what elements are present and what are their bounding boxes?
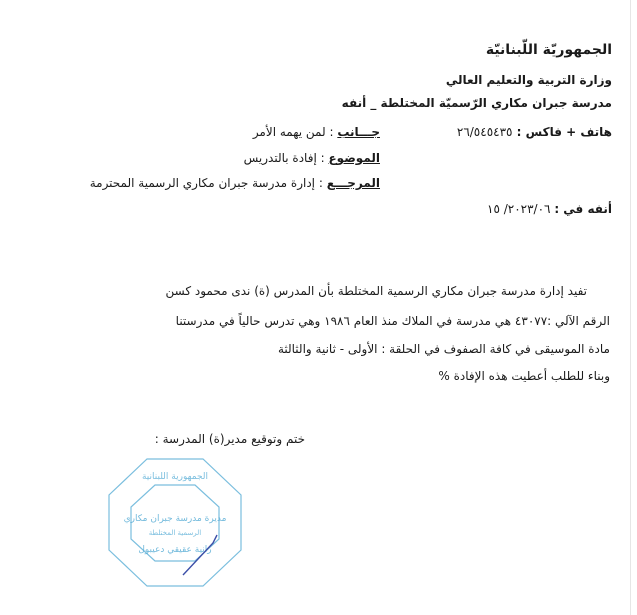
school-stamp: [105, 455, 245, 590]
school-heading: مدرسة جبران مكاري الرّسميّة المختلطة _ أنفه: [341, 96, 612, 110]
phone-fax-line: [457, 125, 612, 139]
body-line-2: الرقم الآلي :٤٣٠٧٧ هي مدرسة في الملاك منذ العام ١٩٨٦ وهي تدرس حالياً في مدرستنا: [175, 314, 610, 328]
body-line-1: تفيد إدارة مدرسة جبران مكاري الرسمية المختلطة بأن المدرس (ة) ندى محمود كسن: [165, 284, 587, 298]
signature-stroke: [183, 535, 217, 575]
phone-fax-label: هاتف + فاكس :: [516, 125, 612, 139]
subject-value: : إفادة بالتدريس: [243, 151, 325, 165]
date-line: [487, 202, 612, 216]
reference-value: : إدارة مدرسة جبران مكاري الرسمية المحترمة: [89, 176, 323, 190]
stamp-line-2: الرسمية المختلطة: [148, 529, 202, 537]
to-label: جـــانب: [337, 125, 380, 139]
stamp-line-3: رانية عقيقي دعيبول: [138, 545, 212, 555]
stamp-top-text: الجمهورية اللبنانية: [141, 472, 209, 482]
reference-line: [90, 176, 380, 190]
to-line: [253, 125, 380, 139]
subject-line: [244, 151, 380, 165]
signature-label: ختم وتوقيع مدير(ة) المدرسة :: [154, 432, 305, 446]
subject-label: الموضوع: [328, 151, 380, 165]
to-value: : لمن يهمه الأمر: [252, 125, 334, 139]
date-value: ٢٠٢٣/٠٦/ ١٥: [487, 202, 551, 216]
body-line-4: وبناء للطلب أعطيت هذه الإفادة %: [438, 369, 610, 383]
page-edge: [630, 0, 631, 615]
reference-label: المرجـــع: [326, 176, 380, 190]
stamp-line-1: مديرة مدرسة جبران مكاري: [123, 514, 227, 524]
republic-heading: الجمهوريّة اللّبنانيّة: [485, 42, 612, 58]
body-line-3: مادة الموسيقى في كافة الصفوف في الحلقة : الأولى - ثانية والثالثة: [277, 342, 610, 356]
date-label: أنفه في :: [554, 202, 612, 216]
phone-fax-value: ٢٦/٥٤٥٤٣٥: [456, 125, 513, 139]
ministry-heading: وزارة التربية والتعليم العالي: [445, 73, 612, 87]
